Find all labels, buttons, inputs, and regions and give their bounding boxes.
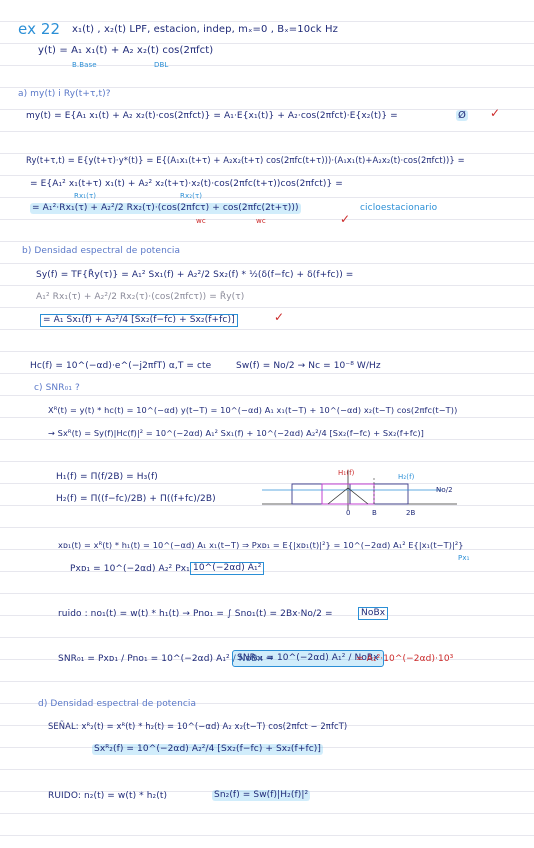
problem-statement: x₁(t) , x₂(t) LPF, estacion, indep, mₓ=0 , Bₓ=10ck Hz <box>72 24 338 35</box>
snr-fraction: SNR₀₁ = Pxᴅ₁ / Pno₁ = 10^(−2αd) A₁² / NoBx ⇒ <box>58 654 274 664</box>
noise-output: RUIDO: n₂(t) = w(t) * h₂(t) <box>48 791 168 801</box>
note-wc-1: wc <box>196 217 206 225</box>
part-c-label: c) SNR₀₁ ? <box>34 383 80 393</box>
filter-h2: H₂(f) = Π((f−fc)/2B) + Π((f+fc)/2B) <box>56 494 216 504</box>
part-d-label: d) Densidad espectral de potencia <box>38 699 197 709</box>
graph-label-no2: No/2 <box>436 486 453 494</box>
noise-output-psd: Sn₂(f) = Sw(f)|H₂(f)|² <box>214 790 309 800</box>
note-bbase: B.Base <box>72 61 97 69</box>
signal-definition: y(t) = A₁ x₁(t) + A₂ x₂(t) cos(2πfct) <box>38 45 214 56</box>
note-rx1: Rx₁(τ) <box>74 192 97 200</box>
check-mark: ✓ <box>490 106 501 120</box>
autocorr-line-2: = E{A₁² x₁(t+τ) x₁(t) + A₂² x₂(t+τ)·x₂(t)·cos(2πfc(t+τ))cos(2πfct)} = <box>30 179 343 189</box>
psd-line-3: = A₁ Sx₁(f) + A₂²/4 [Sx₂(f−fc) + Sx₂(f+fc)] <box>40 314 238 327</box>
graph-tick-2b: 2B <box>406 509 416 517</box>
check-mark: ✓ <box>340 212 351 226</box>
mean-equation: my(t) = E{A₁ x₁(t) + A₂ x₂(t)·cos(2πfct)} = A₁·E{x₁(t)} + A₂·cos(2πfct)·E{x₂(t)} = <box>26 111 398 121</box>
noise-power-box: NoBx <box>358 607 388 620</box>
channel-response: Hc(f) = 10^(−αd)·e^(−j2πfT) α,T = cte <box>30 361 212 371</box>
snr-final: = A₁²·10^(−2αd)·10³ <box>356 654 454 664</box>
received-signal: Xᴿ(t) = y(t) * hc(t) = 10^(−αd) y(t−T) = 10^(−αd) A₁ x₁(t−T) + 10^(−αd) x₂(t−T) cos(2πfc(t−T)) <box>48 405 458 415</box>
graph-label-h2: H₂(f) <box>398 473 415 481</box>
demod-signal: xᴅ₁(t) = xᴿ(t) * h₁(t) = 10^(−αd) A₁ x₁(t−T) ⇒ Pxᴅ₁ = E{|xᴅ₁(t)|²} = 10^(−2αd) A₁² E{|x₁(t−T)|²} <box>58 540 464 550</box>
graph-tick-b: B <box>372 509 377 517</box>
check-mark: ✓ <box>274 310 285 324</box>
noise-psd-def: Sw(f) = No/2 → Nc = 10⁻⁸ W/Hz <box>236 361 381 371</box>
received-psd: → Sxᴿ(t) = Sy(f)|Hc(f)|² = 10^(−2αd) A₁² Sx₁(f) + 10^(−2αd) A₂²/4 [Sx₂(f−fc) + Sx₂(f+fc)] <box>48 428 424 438</box>
filter-graph <box>262 466 462 520</box>
filter-h1: H₁(f) = Π(f/2B) = H₃(f) <box>56 472 158 482</box>
psd-line-1: Sy(f) = TF{R̄y(τ)} = A₁² Sx₁(f) + A₂²/2 Sx₂(f) * ½(δ(f−fc) + δ(f+fc)) = <box>36 270 354 280</box>
note-dbl: DBL <box>154 61 169 69</box>
part-a-label: a) my(t) i Ry(t+τ,t)? <box>18 89 111 99</box>
noise-power: ruido : no₁(t) = w(t) * h₁(t) → Pno₁ = ∫ Sno₁(t) = 2Bx·No/2 = <box>58 609 333 619</box>
exercise-title: ex 22 <box>18 20 61 38</box>
note-px1: Px₁ <box>458 554 470 562</box>
graph-label-h1: H₁(f) <box>338 469 355 477</box>
signal-output-psd: Sxᴿ₂(f) = 10^(−2αd) A₂²/4 [Sx₂(f−fc) + Sx₂(f+fc)] <box>94 744 321 754</box>
signal-power: Pxᴅ₁ = 10^(−2αd) A₂² Px₁ <box>70 564 190 574</box>
note-wc-2: wc <box>256 217 266 225</box>
signal-power-box: 10^(−2αd) A₁² <box>190 562 264 575</box>
mean-result: Ø <box>458 110 466 121</box>
snr-result-box: SNR₀₁ = 10^(−2αd) A₁² / NoBx <box>232 650 384 667</box>
note-rx2: Rx₂(τ) <box>180 192 203 200</box>
autocorr-line-3: = A₁²·Rx₁(τ) + A₂²/2 Rx₂(τ)·(cos(2πfcτ) + cos(2πfc(2t+τ))) <box>32 203 299 213</box>
signal-output: SEÑAL: xᴿ₂(t) = xᴿ(t) * h₂(t) = 10^(−αd) A₂ x₂(t−T) cos(2πfct − 2πfcT) <box>48 721 348 731</box>
cyclostationary-result: cicloestacionario <box>360 203 438 213</box>
part-b-label: b) Densidad espectral de potencia <box>22 246 181 256</box>
graph-tick-0: 0 <box>346 509 351 517</box>
autocorr-line-1: Ry(t+τ,t) = E{y(t+τ)·y*(t)} = E{(A₁x₁(t+τ) + A₂x₂(t+τ) cos(2πfc(t+τ)))·(A₁x₁(t)+A₂x₂(t)·cos(2πfct))} = <box>26 155 465 165</box>
psd-line-2: A₁² Rx₁(τ) + A₂²/2 Rx₂(τ)·(cos(2πfcτ)) = R̄y(τ) <box>36 292 245 302</box>
